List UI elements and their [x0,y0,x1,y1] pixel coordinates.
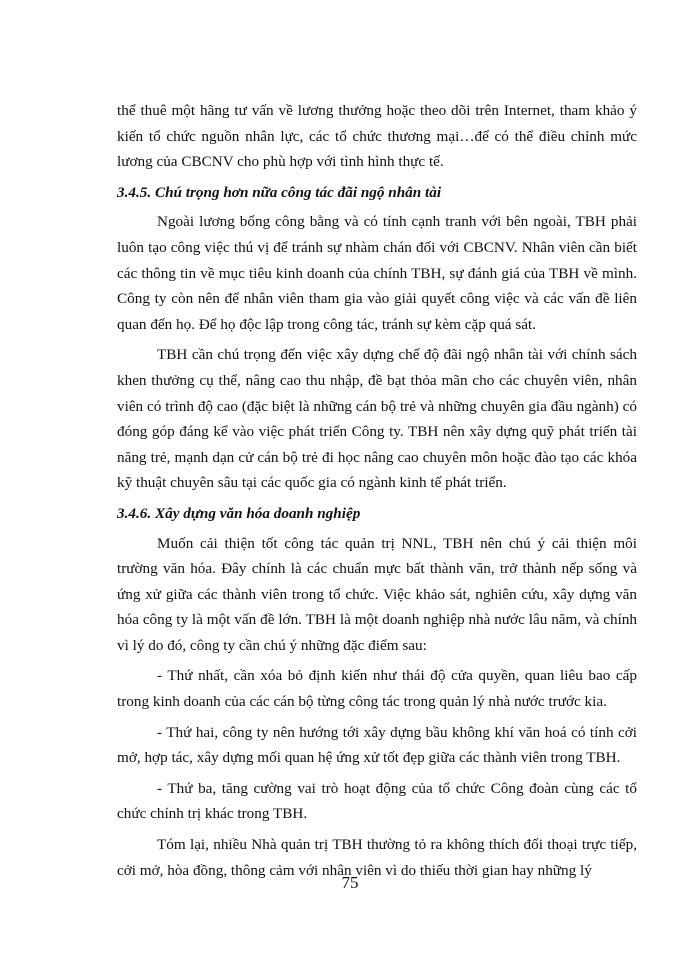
list-item-first: - Thứ nhất, cần xóa bỏ định kiến như thái độ cửa quyền, quan liêu bao cấp trong kinh doanh của các cán bộ từng công tác trong quản lý nhà nước trước kia. [117,667,637,711]
page-body [117,98,637,888]
paragraph: Ngoài lương bổng công bằng và có tính cạnh tranh với bên ngoài, TBH phải luôn tạo công việc thú vị để tránh sự nhàm chán đối với CBCNV. Nhân viên cần biết các thông tin về mục tiêu kinh doanh của chính TBH, sự đánh giá của TBH về mình. Công ty còn nên để nhân viên tham gia vào giải quyết công việc và các vấn đề liên quan đến họ. Để họ độc lập trong công tác, tránh sự kèm cặp quá sát. [117,213,637,333]
paragraph: TBH cần chú trọng đến việc xây dựng chế độ đãi ngộ nhân tài với chính sách khen thưởng cụ thể, nâng cao thu nhập, đề bạt thỏa mãn cho các chuyên viên, nhân viên có trình độ cao (đặc biệt là những cán bộ trẻ và những chuyên gia đầu ngành) có đóng góp đáng kể vào việc phát triển Công ty. TBH nên xây dựng quỹ phát triển tài năng trẻ, mạnh dạn cử cán bộ trẻ đi học nâng cao chuyên môn hoặc đào tạo các khóa kỹ thuật chuyên sâu tại các quốc gia có ngành kinh tế phát triển. [117,346,637,492]
paragraph: Muốn cải thiện tốt công tác quản trị NNL, TBH nên chú ý cải thiện môi trường văn hóa. Đây chính là các chuẩn mực bất thành văn, trở thành nếp sống và ứng xử giữa các thành viên trong tổ chức. Việc khảo sát, nghiên cứu, xây dựng văn hóa công ty là một vấn đề lớn. TBH là một doanh nghiệp nhà nước lâu năm, và chính vì lý do đó, công ty cần chú ý những đặc điểm sau: [117,534,637,654]
section-heading-3-4-5: 3.4.5. Chú trọng hơn nữa công tác đãi ngộ nhân tài [117,183,442,201]
paragraph-summary: Tóm lại, nhiều Nhà quản trị TBH thường tỏ ra không thích đối thoại trực tiếp, cởi mở, hòa đồng, thông cảm với nhân viên vì do thiếu thời gian hay những lý [117,836,637,879]
section-heading-3-4-6: 3.4.6. Xây dựng văn hóa doanh nghiệp [117,504,361,522]
paragraph-continuation: thể thuê một hãng tư vấn về lương thưởng hoặc theo dõi trên Internet, tham khảo ý kiến tổ chức nguồn nhân lực, các tổ chức thương mại…để có thể điều chỉnh mức lương của CBCNV cho phù hợp với tình hình thực tế. [117,102,637,171]
page-number: 75 [341,873,359,892]
list-item-third: - Thứ ba, tăng cường vai trò hoạt động của tổ chức Công đoàn cùng các tổ chức chính trị khác trong TBH. [117,779,637,823]
list-item-second: - Thứ hai, công ty nên hướng tới xây dựng bầu không khí văn hoá có tính cởi mở, hợp tác, xây dựng mối quan hệ ứng xử tốt đẹp giữa các thành viên trong TBH. [117,723,637,767]
